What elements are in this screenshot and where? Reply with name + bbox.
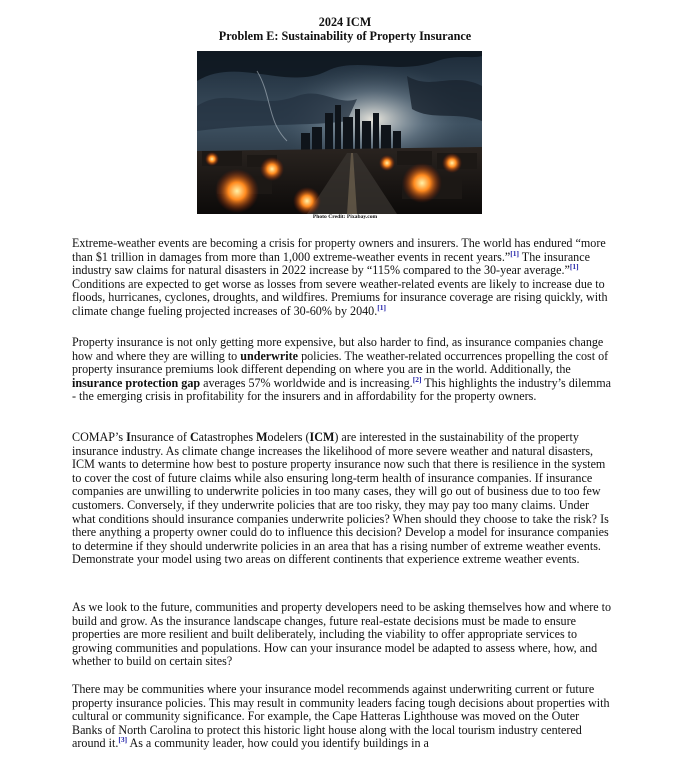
- citation-ref: [1]: [377, 302, 387, 312]
- citation-ref: [1]: [569, 262, 579, 272]
- paragraph-community-leaders: There may be communities where your insurance model recommends against underwriting current or future property insurance policies. This may result in community leaders facing tough decisions about properties with cultural or community significance. For example, the Cape Hatteras Lighthouse was moved on the Outer Banks of North Carolina to protect this historic light house along with the local tourism industry centered around it.[3] As a community leader, how could you identify buildings in a: [72, 682, 610, 751]
- term-protection-gap: insurance protection gap: [72, 375, 201, 390]
- citation-ref: [2]: [412, 374, 422, 384]
- storm-city-illustration: [197, 51, 482, 214]
- citation-ref: [1]: [510, 248, 519, 258]
- problem-subtitle: Problem E: Sustainability of Property Insurance: [218, 29, 472, 43]
- citation-ref: [3]: [118, 735, 128, 745]
- page-title: 2024 ICM: [318, 15, 372, 29]
- paragraph-underwriting: Property insurance is not only getting more expensive, but also harder to find, as insurance companies change how and where they are willing to underwrite policies. The weather-related occurrences propelling the cost of property insurance premiums look different depending on where you are in the world. Additionally, the insurance protection gap averages 57% worldwide and is increasing.[2] This highlights the industry’s dilemma - the emerging crisis in profitability for the insurers and in affordability for the property owners.: [72, 335, 612, 404]
- paragraph-intro: Extreme-weather events are becoming a crisis for property owners and insurers. The world has endured “more than $1 trillion in damages from more than 1,000 extreme-weather events in recent years.”[1] The insurance industry saw claims for natural disasters in 2022 increase by “115% compared to the 30-year average.”[1] Conditions are expected to get worse as losses from severe weather-related events are likely to increase due to floods, hurricanes, cyclones, droughts, and wildfires. Premiums for insurance coverage are rising quickly, with climate change fueling projected increases of 30-60% by 2040.[1]: [72, 236, 608, 318]
- photo-credit: Photo Credit: Pixabay.com: [312, 214, 378, 220]
- term-underwrite: underwrite: [240, 348, 299, 363]
- paragraph-icm-task: COMAP’s Insurance of Catastrophes Modelers (ICM) are interested in the sustainability of the property insurance industry. As climate change increases the likelihood of more severe weather and natural disasters, ICM wants to determine how best to posture property insurance now such that there is resilience in the system to cover the cost of future claims while also ensuring long-term health of insurance companies. If insurance companies are unwilling to underwrite policies in too many cases, they will go out of business due to too few customers. Conversely, if they underwrite policies that are too risky, they may pay too many claims. Under what conditions should insurance companies underwrite policies? When should they choose to take the risk? Is there anything a property owner could do to influence this decision? Develop a model for insurance companies to determine if they should underwrite policies in an area that has a rising number of extreme weather events. Demonstrate your model using two areas on different continents that experience extreme weather events.: [72, 430, 609, 567]
- paragraph-future-building: As we look to the future, communities and property developers need to be asking themselves how and where to build and grow. As the insurance landscape changes, future real-estate decisions must be made to ensure properties are more resilient and built deliberately, including the viability to offer appropriate services to growing communities and populations. How can your insurance model be adapted to assess where, how, and whether to build on certain sites?: [72, 600, 612, 669]
